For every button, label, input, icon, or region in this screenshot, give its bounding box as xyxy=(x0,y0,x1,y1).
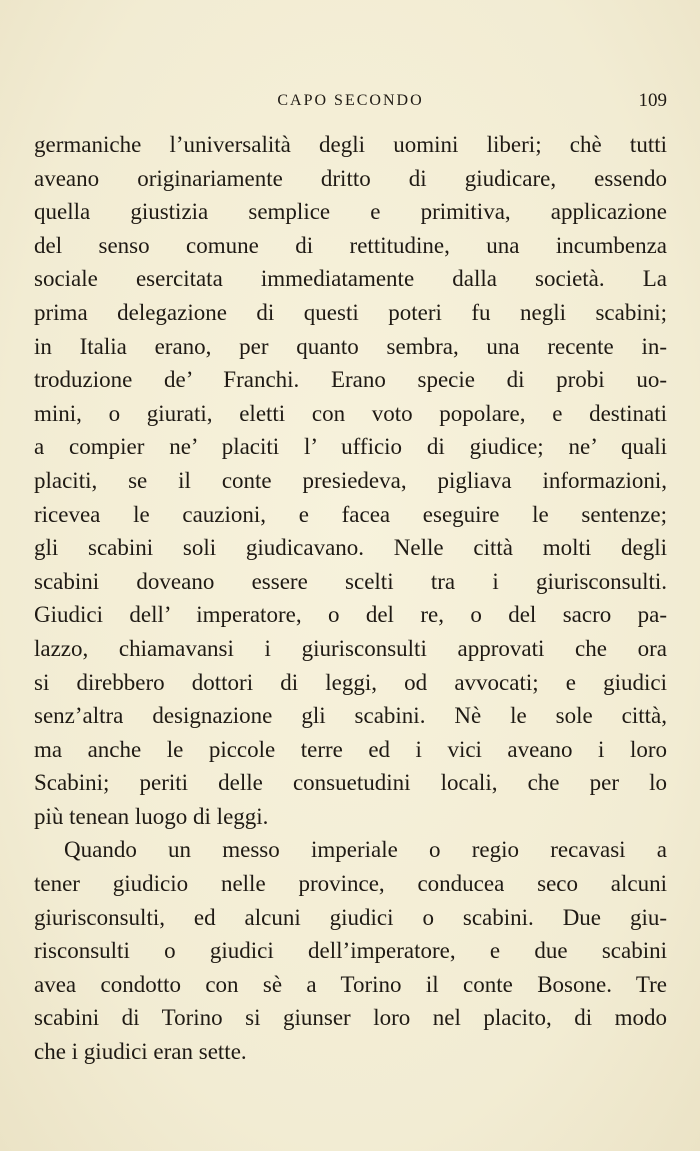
text-line: scabini doveano essere scelti tra i giurisconsulti. xyxy=(34,568,667,594)
text-line: ma anche le piccole terre ed i vici aveano i loro xyxy=(34,736,667,762)
text-line: tener giudicio nelle province, conducea seco alcuni xyxy=(34,871,667,897)
page-number: 109 xyxy=(638,90,667,111)
running-head xyxy=(34,92,667,118)
text-line: Quando un messo imperiale o regio recavasi a xyxy=(64,837,667,863)
text-line: si direbbero dottori di leggi, od avvocati; e giudici xyxy=(34,669,667,695)
text-line: Scabini; periti delle consuetudini locali, che per lo xyxy=(34,770,667,796)
text-line: che i giudici eran sette. xyxy=(34,1039,247,1065)
text-line: germaniche l’universalità degli uomini liberi; chè tutti xyxy=(34,132,667,157)
text-line: lazzo, chiamavansi i giurisconsulti approvati che ora xyxy=(34,635,667,661)
paragraph-2 xyxy=(34,833,667,1068)
text-line: Giudici dell’ imperatore, o del re, o del sacro pa- xyxy=(34,602,667,628)
text-line: giurisconsulti, ed alcuni giudici o scabini. Due giu- xyxy=(34,904,667,930)
text-line: troduzione de’ Franchi. Erano specie di probi uo- xyxy=(34,367,667,393)
text-line: ricevea le cauzioni, e facea eseguire le sentenze; xyxy=(34,501,667,527)
text-line: in Italia erano, per quanto sembra, una recente in- xyxy=(34,333,667,359)
paragraph-1 xyxy=(34,128,667,833)
text-line: mini, o giurati, eletti con voto popolare, e destinati xyxy=(34,400,667,426)
text-line: più tenean luogo di leggi. xyxy=(34,803,269,829)
text-line: prima delegazione di questi poteri fu negli scabini; xyxy=(34,299,667,325)
running-title: CAPO SECONDO xyxy=(277,92,424,109)
text-line: risconsulti o giudici dell’imperatore, e due scabini xyxy=(34,938,667,964)
text-line: placiti, se il conte presiedeva, pigliava informazioni, xyxy=(34,467,667,493)
text-line: quella giustizia semplice e primitiva, applicazione xyxy=(34,199,667,225)
text-line: senz’altra designazione gli scabini. Nè le sole città, xyxy=(34,703,667,729)
text-line: gli scabini soli giudicavano. Nelle città molti degli xyxy=(34,535,667,561)
text-line: del senso comune di rettitudine, una incumbenza xyxy=(34,232,667,258)
text-line: avea condotto con sè a Torino il conte Bosone. Tre xyxy=(34,971,667,997)
text-line: aveano originariamente dritto di giudicare, essendo xyxy=(34,165,667,191)
text-line: sociale esercitata immediatamente dalla società. La xyxy=(34,266,667,292)
text-line: scabini di Torino si giunser loro nel placito, di modo xyxy=(34,1005,667,1031)
body-text xyxy=(34,128,667,1069)
text-line: a compier ne’ placiti l’ ufficio di giudice; ne’ quali xyxy=(34,434,667,460)
